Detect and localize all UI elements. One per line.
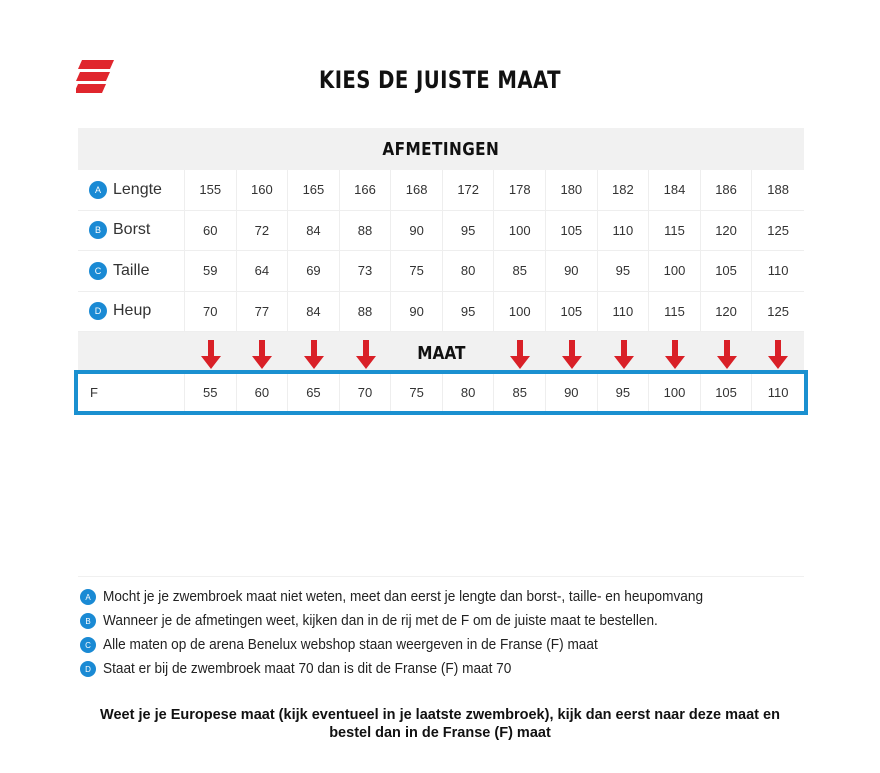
measure-row-heup (78, 292, 804, 333)
measure-value: 184 (649, 170, 701, 210)
letter-badge-icon: D (80, 661, 96, 677)
size-table (78, 128, 804, 374)
note-text: Wanneer je de afmetingen weet, kijken dan in de rij met de F om de juiste maat te bestellen. (103, 613, 658, 629)
f-row-label: F (78, 374, 185, 411)
measure-value: 100 (649, 251, 701, 291)
down-arrow-icon (304, 340, 324, 370)
measure-value: 168 (391, 170, 443, 210)
down-arrow-icon (356, 340, 376, 370)
measure-value: 188 (767, 182, 789, 198)
maat-header-row (78, 332, 804, 374)
measure-value: 105 (701, 251, 753, 291)
letter-badge-icon: C (89, 262, 107, 280)
measure-value: 95 (443, 211, 495, 251)
down-arrow-icon (614, 340, 634, 370)
measurement-rows (78, 170, 804, 332)
note-text: Alle maten op de arena Benelux webshop staan weergeven in de Franse (F) maat (103, 637, 598, 653)
letter-badge-icon: D (89, 302, 107, 320)
measure-value: 95 (443, 292, 495, 332)
measure-label-text: Lengte (113, 180, 162, 198)
notes-list (80, 585, 800, 681)
note-item (80, 585, 800, 609)
letter-badge-icon: B (89, 221, 107, 239)
note-item (80, 609, 800, 633)
letter-badge-icon: A (89, 181, 107, 199)
measure-value: 88 (340, 292, 392, 332)
measure-value: 64 (237, 251, 289, 291)
measure-value: 165 (288, 170, 340, 210)
note-item (80, 633, 800, 657)
f-size-value: 55 (185, 374, 237, 411)
measure-value: 95 (598, 251, 650, 291)
down-arrow-icon (717, 340, 737, 370)
f-size-value: 65 (288, 374, 340, 411)
measure-value: 186 (701, 170, 753, 210)
f-size-value: 85 (494, 374, 546, 411)
measure-value: 70 (185, 292, 237, 332)
measure-value: 105 (546, 292, 598, 332)
measure-value: 115 (649, 292, 701, 332)
measure-value: 110 (598, 292, 650, 332)
measure-label (78, 292, 185, 332)
note-text: Staat er bij de zwembroek maat 70 dan is dit de Franse (F) maat 70 (103, 661, 512, 677)
measure-value: 166 (340, 170, 392, 210)
measure-value: 88 (340, 211, 392, 251)
down-arrow-icon (510, 340, 530, 370)
measure-value: 84 (288, 292, 340, 332)
measure-value: 115 (649, 211, 701, 251)
divider (78, 576, 804, 577)
down-arrow-icon (665, 340, 685, 370)
maat-header: MAAT (416, 342, 466, 364)
measure-label (78, 170, 185, 210)
measure-label-text: Heup (113, 302, 152, 320)
measure-value: 172 (443, 170, 495, 210)
measure-value: 77 (237, 292, 289, 332)
measure-value: 59 (185, 251, 237, 291)
f-size-value: 110 (767, 385, 789, 400)
measure-value: 155 (185, 170, 237, 210)
measure-value: 60 (185, 211, 237, 251)
down-arrow-icon (201, 340, 221, 370)
letter-badge-icon: C (80, 637, 96, 653)
measure-value: 180 (546, 170, 598, 210)
measure-value: 100 (494, 211, 546, 251)
measure-value: 75 (391, 251, 443, 291)
measure-value: 85 (494, 251, 546, 291)
measure-value: 73 (340, 251, 392, 291)
measure-row-borst (78, 211, 804, 252)
down-arrow-icon (252, 340, 272, 370)
measure-label-text: Borst (113, 221, 151, 239)
measure-label-text: Taille (113, 261, 150, 279)
note-text: Mocht je je zwembroek maat niet weten, meet dan eerst je lengte dan borst-, taille- en heupomvang (103, 589, 704, 605)
footer-note (0, 706, 880, 742)
measure-value: 90 (391, 211, 443, 251)
measure-value: 84 (288, 211, 340, 251)
measure-value: 178 (494, 170, 546, 210)
measure-value: 110 (598, 211, 650, 251)
measure-row-lengte (78, 170, 804, 211)
measure-value: 120 (701, 211, 753, 251)
f-size-value: 80 (443, 374, 495, 411)
measure-value: 182 (598, 170, 650, 210)
measure-value: 125 (767, 303, 789, 319)
f-size-value: 100 (649, 374, 701, 411)
measure-value: 90 (391, 292, 443, 332)
measure-value: 90 (546, 251, 598, 291)
measure-row-taille (78, 251, 804, 292)
measure-value: 80 (443, 251, 495, 291)
measure-label (78, 211, 185, 251)
f-size-value: 90 (546, 374, 598, 411)
f-size-value: 60 (237, 374, 289, 411)
f-size-value: 70 (340, 374, 392, 411)
measure-value: 125 (767, 222, 789, 238)
letter-badge-icon: A (80, 589, 96, 605)
page-title: KIES DE JUISTE MAAT (319, 66, 561, 94)
down-arrow-icon (768, 340, 788, 370)
letter-badge-icon: B (80, 613, 96, 629)
down-arrow-icon (562, 340, 582, 370)
measure-value: 69 (288, 251, 340, 291)
f-size-value: 95 (598, 374, 650, 411)
note-item (80, 657, 800, 681)
measure-value: 110 (767, 263, 789, 279)
f-size-value: 75 (391, 374, 443, 411)
measure-label (78, 251, 185, 291)
french-size-row (74, 370, 808, 415)
measure-value: 100 (494, 292, 546, 332)
afmetingen-header: AFMETINGEN (78, 128, 804, 170)
footer-line-1: Weet je je Europese maat (kijk eventueel in je laatste zwembroek), kijk dan eerst naar deze maat en (100, 707, 780, 723)
f-size-value: 105 (701, 374, 753, 411)
measure-value: 120 (701, 292, 753, 332)
measure-value: 105 (546, 211, 598, 251)
footer-line-2: bestel dan in de Franse (F) maat (329, 725, 551, 741)
measure-value: 160 (237, 170, 289, 210)
measure-value: 72 (237, 211, 289, 251)
